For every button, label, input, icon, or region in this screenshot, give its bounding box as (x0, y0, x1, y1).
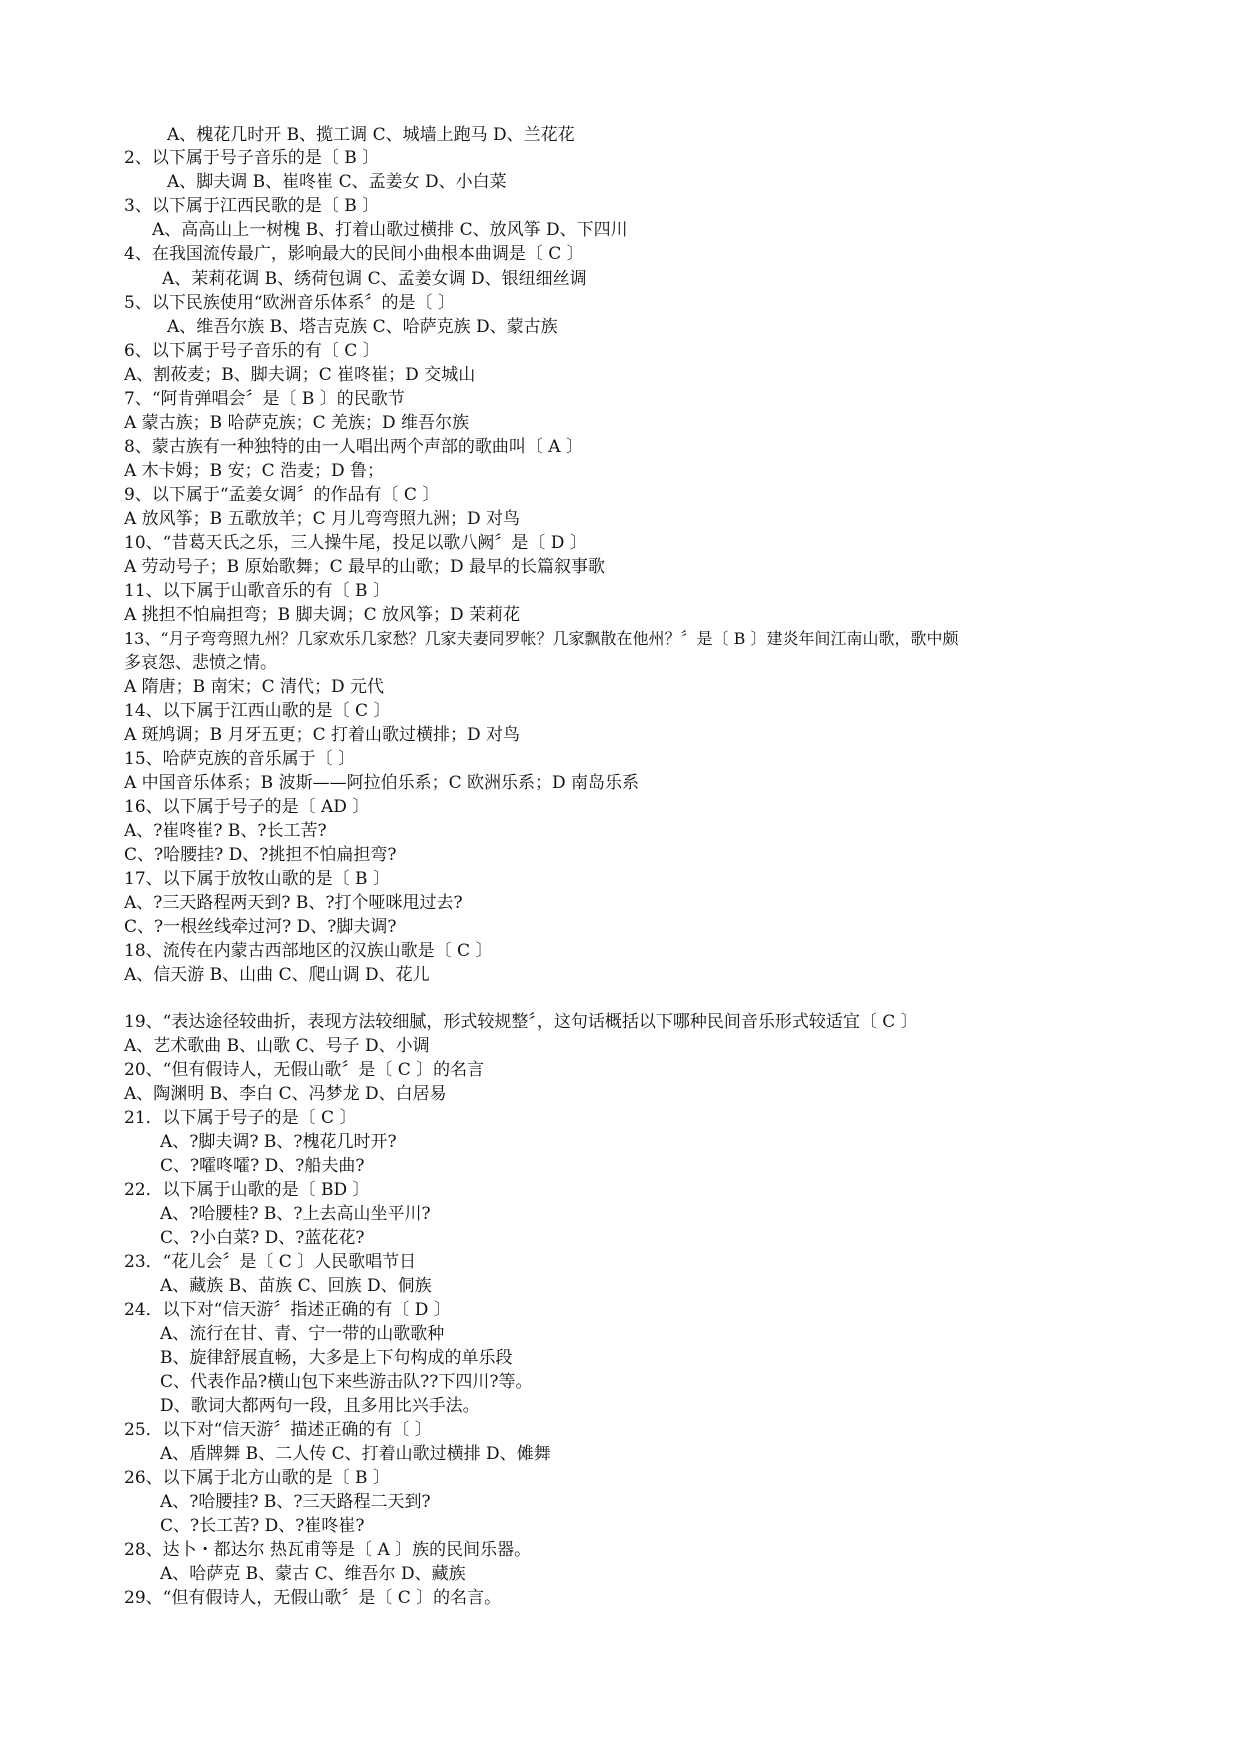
text-line: 4、在我国流传最广，影响最大的民间小曲根本曲调是〔 C 〕 (124, 244, 584, 264)
text-line: A、脚夫调 B、崔咚崔 C、孟姜女 D、小白菜 (167, 172, 507, 192)
text-line: 13、“月子弯弯照九州？几家欢乐几家愁？几家夫妻同罗帐？几家飘散在他州？〞是〔 B 〕建炎年间江南山歌，歌中颇 (124, 629, 959, 648)
text-line: A、艺术歌曲 B、山歌 C、号子 D、小调 (124, 1036, 430, 1056)
text-line: A 隋唐；B 南宋；C 清代；D 元代 (124, 677, 385, 697)
text-line: C、?一根丝线牵过河? D、?脚夫调? (124, 917, 397, 937)
text-line: C、代表作品?横山包下来些游击队??下四川?等。 (160, 1372, 533, 1392)
text-line: A、哈萨克 B、蒙古 C、维吾尔 D、藏族 (160, 1564, 466, 1584)
text-line: 18、流传在内蒙古西部地区的汉族山歌是〔 C 〕 (124, 941, 493, 961)
text-line: 2、以下属于号子音乐的是〔 B 〕 (124, 148, 380, 168)
text-line: 7、“阿肯弹唱会〞是〔 B 〕的民歌节 (124, 389, 405, 409)
text-line: 26、以下属于北方山歌的是〔 B 〕 (124, 1468, 390, 1488)
text-line: A、?崔咚崔? B、?长工苦? (124, 821, 327, 841)
text-line: A、茉莉花调 B、绣荷包调 C、孟姜女调 D、银纽细丝调 (162, 269, 587, 289)
text-line: A 挑担不怕扁担弯；B 脚夫调；C 放风筝；D 茉莉花 (124, 605, 521, 625)
text-line: 17、以下属于放牧山歌的是〔 B 〕 (124, 869, 390, 889)
text-line: A、?哈腰挂? B、?三天路程二天到? (160, 1492, 431, 1512)
text-line: A、陶渊明 B、李白 C、冯梦龙 D、白居易 (124, 1084, 447, 1104)
text-line: 28、达卜・都达尔 热瓦甫等是〔 A 〕族的民间乐器。 (124, 1540, 532, 1560)
text-line: A 斑鸠调；B 月牙五更；C 打着山歌过横排；D 对鸟 (124, 725, 521, 745)
text-line: 19、“表达途径较曲折，表现方法较细腻，形式较规整〞，这句话概括以下哪种民间音乐形式较适宜〔 C 〕 (124, 1012, 918, 1032)
text-line: 24．以下对“信天游〞指述正确的有〔 D 〕 (124, 1300, 451, 1320)
text-line: D、歌词大都两句一段，且多用比兴手法。 (160, 1396, 480, 1416)
text-line: A、?哈腰桂? B、?上去高山坐平川? (160, 1204, 431, 1224)
text-line: A 劳动号子；B 原始歌舞；C 最早的山歌；D 最早的长篇叙事歌 (124, 557, 606, 577)
text-line: A、割莜麦；B、脚夫调；C 崔咚崔；D 交城山 (124, 365, 476, 385)
text-line: 21．以下属于号子的是〔 C 〕 (124, 1108, 357, 1128)
text-line: 10、“昔葛天氏之乐，三人操牛尾，投足以歌八阙〞是〔 D 〕 (124, 533, 587, 553)
text-line: 22．以下属于山歌的是〔 BD 〕 (124, 1180, 370, 1200)
text-line: C、?小白菜? D、?蓝花花? (160, 1228, 365, 1248)
text-line: 多哀怨、悲愤之情。 (124, 653, 277, 673)
text-line: A、维吾尔族 B、塔吉克族 C、哈萨克族 D、蒙古族 (167, 317, 558, 337)
text-line: 16、以下属于号子的是〔 AD 〕 (124, 797, 370, 817)
text-line: 6、以下属于号子音乐的有〔 C 〕 (124, 341, 380, 361)
text-line: 9、以下属于“孟姜女调〞的作品有〔 C 〕 (124, 485, 440, 505)
text-line: A 放风筝；B 五歌放羊；C 月儿弯弯照九洲；D 对鸟 (124, 509, 521, 529)
text-line: 3、以下属于江西民歌的是〔 B 〕 (124, 196, 380, 216)
text-line: A、信天游 B、山曲 C、爬山调 D、花儿 (124, 965, 430, 985)
text-line: 15、哈萨克族的音乐属于〔 〕 (124, 749, 356, 769)
text-line: B、旋律舒展直畅，大多是上下句构成的单乐段 (160, 1348, 513, 1368)
text-line: C、?嚯咚嚯? D、?船夫曲? (160, 1156, 365, 1176)
text-line: 20、“但有假诗人，无假山歌〞是〔 C 〕的名言 (124, 1060, 485, 1080)
text-line: A、高高山上一树槐 B、打着山歌过横排 C、放风筝 D、下四川 (152, 220, 628, 240)
text-line: A、盾牌舞 B、二人传 C、打着山歌过横排 D、傩舞 (160, 1444, 551, 1464)
text-line: 8、蒙古族有一种独特的由一人唱出两个声部的歌曲叫〔 A 〕 (124, 437, 583, 457)
text-line: A、槐花几时开 B、揽工调 C、城墙上跑马 D、兰花花 (167, 125, 575, 145)
text-line: 11、以下属于山歌音乐的有〔 B 〕 (124, 581, 390, 601)
text-line: A 中国音乐体系；B 波斯——阿拉伯乐系；C 欧洲乐系；D 南岛乐系 (124, 773, 640, 793)
text-line: 29、“但有假诗人，无假山歌〞是〔 C 〕的名言。 (124, 1588, 502, 1608)
text-line: A 蒙古族；B 哈萨克族；C 羌族；D 维吾尔族 (124, 413, 470, 433)
text-line: C、?长工苦? D、?崔咚崔? (160, 1516, 365, 1536)
text-line: 23．“花儿会〞是〔 C 〕人民歌唱节日 (124, 1252, 417, 1272)
text-line: 25．以下对“信天游〞描述正确的有〔 〕 (124, 1420, 432, 1440)
text-line: A、?脚夫调? B、?槐花几时开? (160, 1132, 397, 1152)
text-line: A 木卡姆；B 安；C 浩麦；D 鲁； (124, 461, 385, 481)
text-line: C、?哈腰挂? D、?挑担不怕扁担弯? (124, 845, 397, 865)
text-line: A、流行在甘、青、宁一带的山歌歌种 (160, 1324, 445, 1344)
text-line: 5、以下民族使用“欧洲音乐体系〞的是〔 〕 (124, 293, 455, 313)
text-line: A、?三天路程两天到? B、?打个哑咪甩过去? (124, 893, 463, 913)
text-line: 14、以下属于江西山歌的是〔 C 〕 (124, 701, 391, 721)
text-line: A、藏族 B、苗族 C、回族 D、侗族 (160, 1276, 432, 1296)
